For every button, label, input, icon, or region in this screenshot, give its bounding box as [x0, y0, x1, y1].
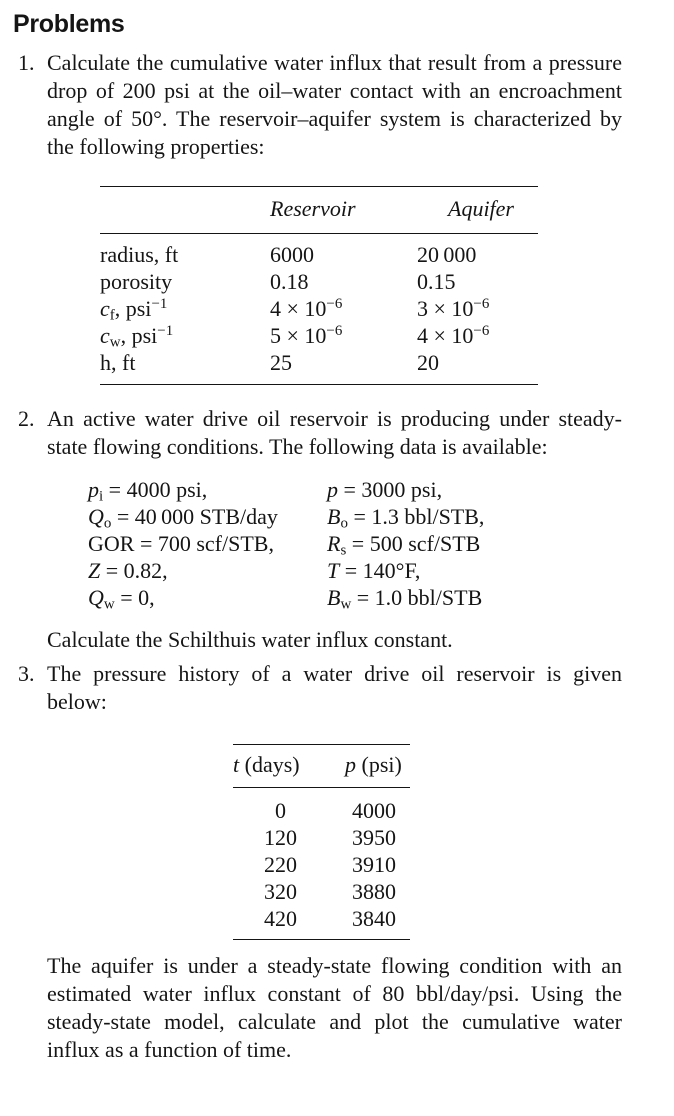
aquifer-value: 0.15: [417, 269, 456, 294]
time-value: 0: [275, 798, 286, 823]
page-title: Problems: [13, 10, 125, 38]
property-table-header-row: [100, 187, 538, 234]
table-row-cf: [100, 295, 538, 322]
reservoir-column-header: Reservoir: [270, 187, 417, 234]
table-row-porosity: [100, 268, 538, 295]
time-value: 120: [264, 825, 297, 850]
property-label: h, ft: [100, 350, 136, 375]
reservoir-value: $4 \times 10^{-6}$: [270, 296, 343, 321]
data-value: GOR = 700 scf/STB,: [88, 531, 274, 556]
problem-1: [18, 49, 674, 161]
table-row-radius: [100, 234, 538, 269]
pressure-value: 3950: [352, 825, 396, 850]
time-value: 220: [264, 852, 297, 877]
pressure-column-header: p (psi): [328, 745, 410, 788]
problem-2-text: An active water drive oil reservoir is producing under steady-state flowing conditions. The following data is available:: [47, 406, 622, 459]
problem-2-closing-text: Calculate the Schilthuis water influx constant.: [47, 627, 453, 652]
data-value: $B_w = 1.0$ bbl/STB: [327, 585, 483, 613]
reservoir-value: 25: [270, 350, 292, 375]
pressure-value: 3910: [352, 852, 396, 877]
aquifer-value: $3 \times 10^{-6}$: [417, 296, 490, 321]
pressure-value: 3880: [352, 879, 396, 904]
data-value: $p_i = 4000$ psi,: [88, 477, 208, 505]
data-value: $Q_o = 40$ 000 STB/day: [88, 504, 278, 532]
reservoir-aquifer-table: [100, 186, 538, 385]
aquifer-column-header: Aquifer: [417, 187, 538, 234]
aquifer-value: 20: [417, 350, 439, 375]
table-row: [233, 878, 410, 905]
time-value: 320: [264, 879, 297, 904]
table-row: [233, 851, 410, 878]
table-row-cw: [100, 322, 538, 349]
given-data-list: [88, 476, 674, 611]
property-label: $c_f$, psi$^{-1}$: [100, 296, 168, 324]
aquifer-value: $4 \times 10^{-6}$: [417, 323, 490, 348]
problem-3-number: 3.: [18, 661, 35, 686]
data-row: [88, 503, 674, 530]
table-row-h: [100, 349, 538, 385]
pressure-value: 4000: [352, 798, 396, 823]
pressure-value: 3840: [352, 906, 396, 931]
table-row: [233, 788, 410, 825]
pressure-history-table: [233, 744, 410, 940]
problem-2-number: 2.: [18, 406, 35, 431]
table-row: [233, 905, 410, 940]
problem-3-closing-text: The aquifer is under a steady-state flowing condition with an estimated water influx constant of 80 bbl/day/psi. Using the steady-state model, calculate and plot the cumulative water influx as a function of time.: [47, 953, 622, 1062]
data-value: $Q_w = 0$,: [88, 585, 155, 613]
problem-2: [18, 405, 674, 461]
problems-page: [0, 10, 674, 1064]
data-row: [88, 584, 674, 611]
pressure-table-header-row: [233, 745, 410, 788]
table-row: [233, 824, 410, 851]
data-value: Z = 0.82,: [88, 558, 168, 583]
problem-1-number: 1.: [18, 50, 35, 75]
reservoir-value: $5 \times 10^{-6}$: [270, 323, 343, 348]
data-row: [88, 530, 674, 557]
data-row: [88, 476, 674, 503]
data-value: $B_o = 1.3$ bbl/STB,: [327, 504, 485, 532]
reservoir-value: 0.18: [270, 269, 309, 294]
data-value: T = 140°F,: [327, 558, 421, 583]
data-value: $R_s = 500$ scf/STB: [327, 531, 481, 559]
property-label: $c_w$, psi$^{-1}$: [100, 323, 174, 351]
time-column-header: t (days): [233, 745, 328, 788]
problem-1-text: Calculate the cumulative water influx that result from a pressure drop of 200 psi at the oil–water contact with an encroachment angle of 50°. The reservoir–aquifer system is characterized by the following properties:: [47, 50, 622, 159]
time-value: 420: [264, 906, 297, 931]
property-label: radius, ft: [100, 242, 179, 267]
data-row: [88, 557, 674, 584]
aquifer-value: 20 000: [417, 242, 477, 267]
problem-3-text: The pressure history of a water drive oil reservoir is given below:: [47, 661, 622, 714]
data-value: p = 3000 psi,: [327, 477, 443, 502]
property-label: porosity: [100, 269, 173, 294]
reservoir-value: 6000: [270, 242, 314, 267]
empty-header-cell: [100, 187, 270, 234]
problem-3: [18, 660, 674, 716]
